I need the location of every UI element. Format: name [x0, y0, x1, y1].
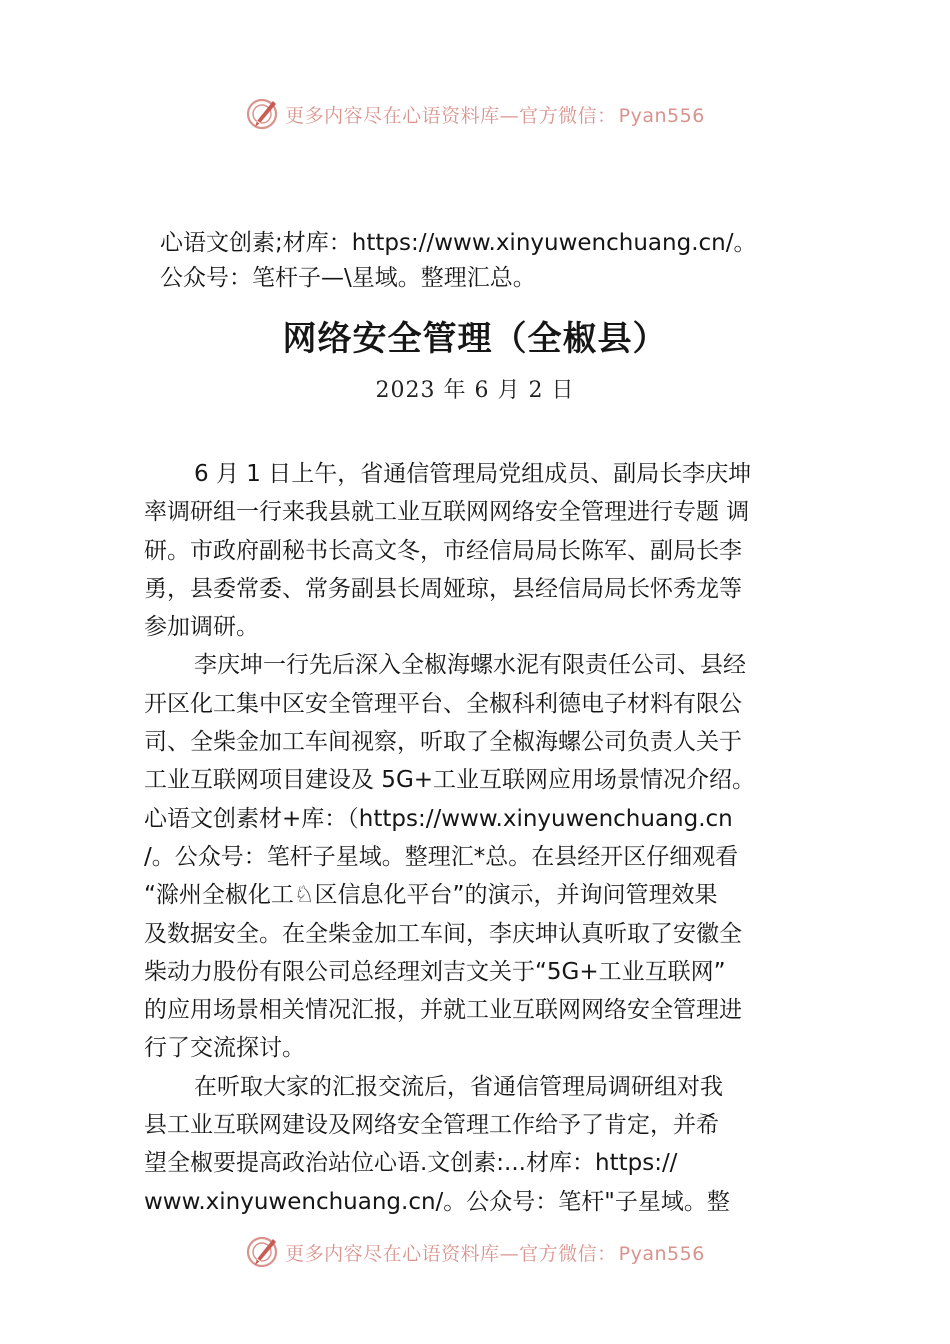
body-line: 开区化工集中区安全管理平台、全椒科利德电子材料有限公: [144, 690, 742, 717]
watermark-text: [285, 1239, 705, 1266]
body-line: 县工业互联网建设及网络安全管理工作给予了肯定，并希: [144, 1112, 719, 1139]
document-title: 网络安全管理（全椒县）: [282, 319, 668, 359]
document-date: 2023 年 6 月 2 日: [375, 378, 575, 403]
body-line: 工业互联网项目建设及 5G+工业互联网应用场景情况介绍。: [144, 767, 756, 794]
watermark-text: [285, 101, 705, 128]
document-body: [144, 455, 824, 1221]
source-note-line: 心语文创素;材库：https://www.xinyuwenchuang.cn/。: [160, 230, 757, 256]
source-note: [160, 226, 860, 296]
quill-logo-icon: [245, 97, 279, 131]
body-line: 勇，县委常委、常务副县长周娅琼，县经信局局长怀秀龙等: [144, 575, 742, 602]
body-line: www.xinyuwenchuang.cn/。公众号：笔杆"子星域。整: [144, 1188, 730, 1215]
watermark-label: 更多内容尽在心语资料库—官方微信：: [285, 104, 617, 127]
body-line: 柴动力股份有限公司总经理刘吉文关于“5G+工业互联网”: [144, 958, 726, 985]
body-line: /。公众号：笔杆子星域。整理汇*总。在县经开区仔细观看: [144, 843, 739, 870]
body-line: “滁州全椒化工♘区信息化平台”的演示，并询问管理效果: [144, 882, 718, 909]
watermark-header: [0, 94, 950, 134]
body-line: 研。市政府副秘书长高文冬，市经信局局长陈军、副局长李: [144, 537, 742, 564]
body-line: 司、全柴金加工车间视察，听取了全椒海螺公司负责人关于: [144, 729, 742, 756]
body-line: 心语文创素材+库：（https://www.xinyuwenchuang.cn: [144, 805, 733, 832]
body-line: 率调研组一行来我县就工业互联网网络安全管理进行专题 调: [144, 499, 750, 526]
body-line: 李庆坤一行先后深入全椒海螺水泥有限责任公司、县经: [194, 652, 746, 679]
body-line: 及数据安全。在全柴金加工车间，李庆坤认真听取了安徽全: [144, 920, 742, 947]
body-line: 望全椒要提高政治站位心语.文创素:...材库：https://: [144, 1150, 678, 1177]
body-line: 行了交流探讨。: [144, 1035, 305, 1062]
body-line: 在听取大家的汇报交流后，省通信管理局调研组对我: [194, 1073, 723, 1100]
quill-logo-icon: [245, 1235, 279, 1269]
watermark-account: Pyan556: [618, 104, 705, 127]
watermark-label: 更多内容尽在心语资料库—官方微信：: [285, 1242, 617, 1265]
body-line: 6 月 1 日上午，省通信管理局党组成员、副局长李庆坤: [194, 461, 752, 487]
watermark-account: Pyan556: [618, 1242, 705, 1265]
watermark-footer: [0, 1232, 950, 1272]
body-line: 的应用场景相关情况汇报，并就工业互联网网络安全管理进: [144, 997, 742, 1024]
body-line: 参加调研。: [144, 614, 259, 641]
source-note-line: 公众号：笔杆子—\星域。整理汇总。: [160, 265, 536, 291]
